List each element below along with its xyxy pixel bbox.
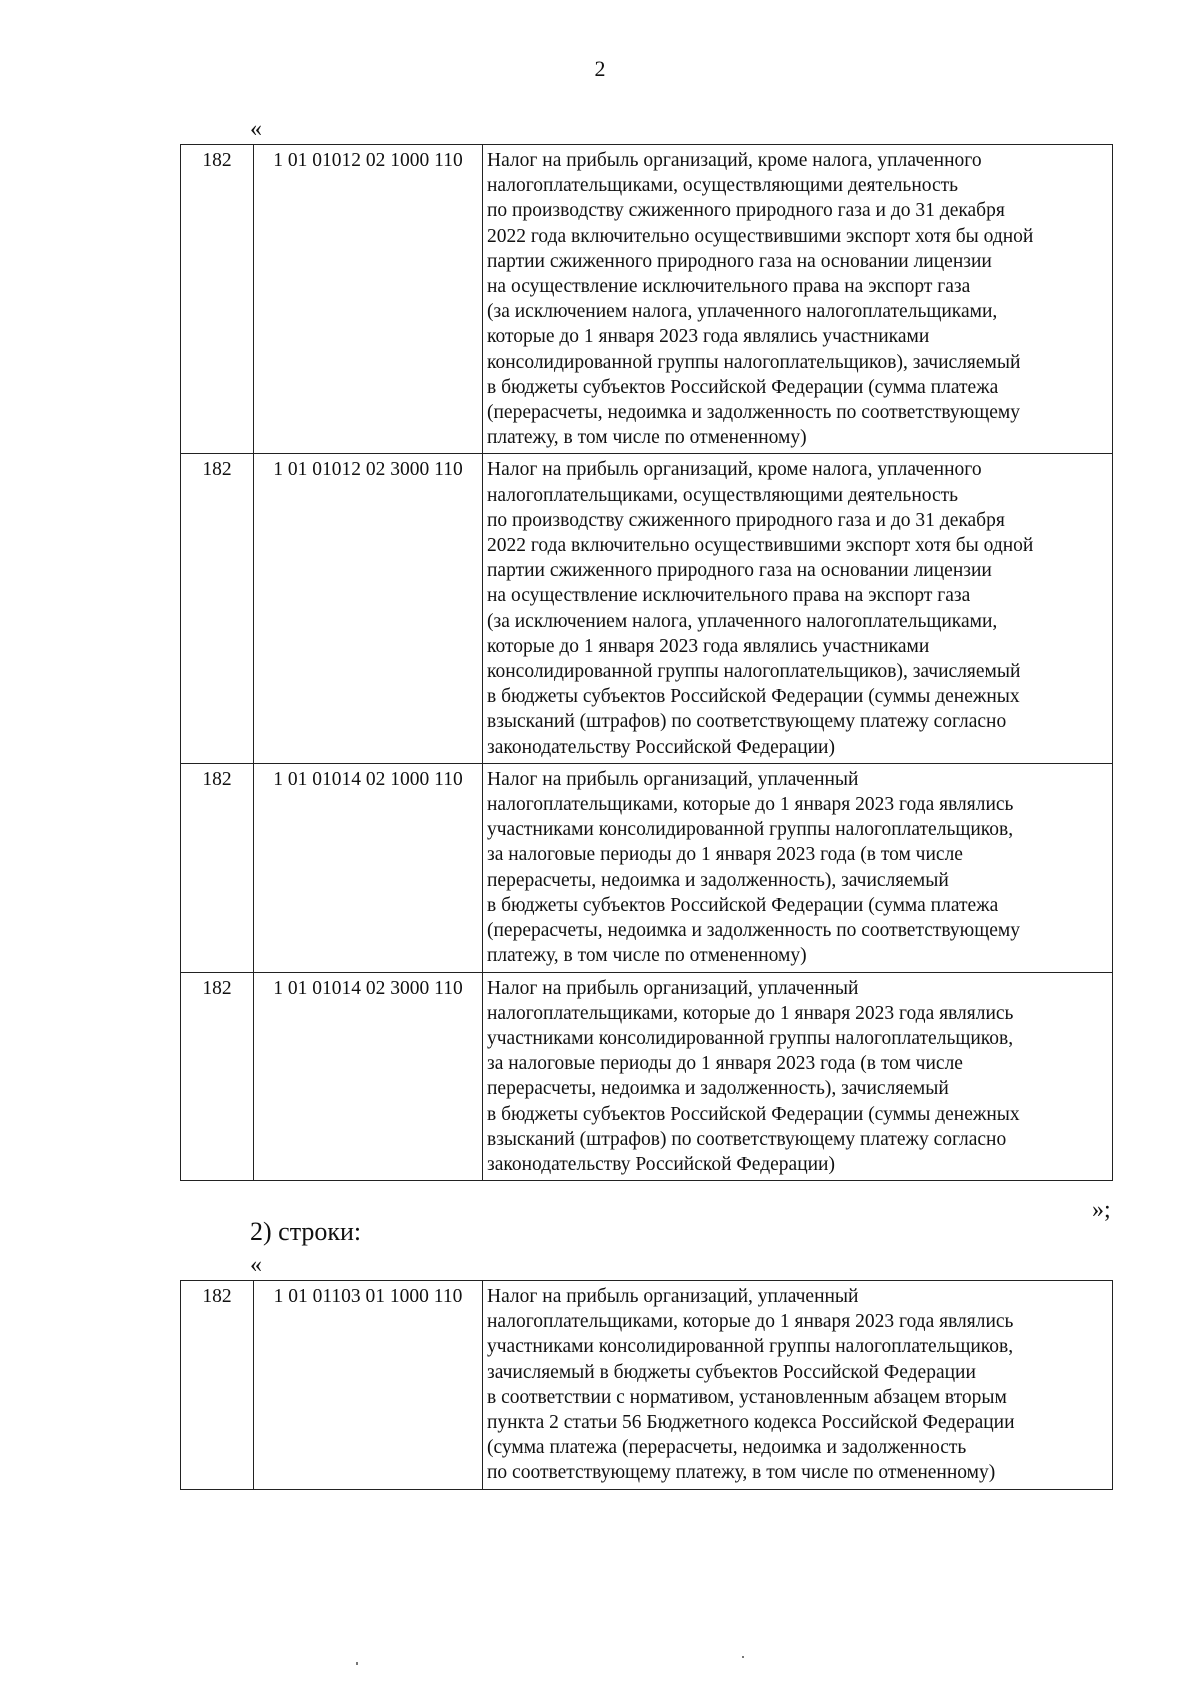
description-line: Налог на прибыль организаций, уплаченный (487, 768, 859, 790)
income-description-cell (483, 763, 1113, 972)
description-line: законодательству Российской Федерации) (487, 1153, 835, 1175)
description-line: налогоплательщиками, которые до 1 января 2023 года являлись (487, 1002, 1014, 1024)
description-line: партии сжиженного природного газа на основании лицензии (487, 250, 992, 272)
budget-classification-code-cell: 1 01 01012 02 3000 110 (254, 454, 483, 763)
description-line: за налоговые периоды до 1 января 2023 года (в том числе (487, 844, 963, 866)
table-row (181, 145, 1113, 454)
description-line: 2022 года включительно осуществившими экспорт хотя бы одной (487, 225, 1034, 247)
admin-code-cell: 182 (181, 763, 254, 972)
description-line: взысканий (штрафов) по соответствующему платежу согласно (487, 711, 1007, 733)
description-line: налогоплательщиками, которые до 1 января 2023 года являлись (487, 794, 1014, 816)
description-line: платежу, в том числе по отмененному) (487, 945, 807, 967)
description-line: которые до 1 января 2023 года являлись участниками (487, 635, 930, 657)
description-line: участниками консолидированной группы налогоплательщиков, (487, 819, 1014, 841)
description-line: (перерасчеты, недоимка и задолженность по соответствующему (487, 920, 1021, 942)
table-row (181, 454, 1113, 763)
description-line: Налог на прибыль организаций, уплаченный (487, 977, 859, 999)
income-description-cell (483, 1281, 1113, 1490)
description-line: консолидированной группы налогоплательщиков), зачисляемый (487, 661, 1021, 683)
closing-quote-1: »; (1092, 1197, 1111, 1223)
income-codes-table-2 (180, 1280, 1113, 1490)
budget-classification-code-cell: 1 01 01103 01 1000 110 (254, 1281, 483, 1490)
description-line: Налог на прибыль организаций, уплаченный (487, 1286, 859, 1307)
description-line: которые до 1 января 2023 года являлись участниками (487, 326, 930, 348)
description-line: (за исключением налога, уплаченного налогоплательщиками, (487, 301, 998, 323)
description-line: пункта 2 статьи 56 Бюджетного кодекса Российской Федерации (487, 1412, 1015, 1434)
table-row (181, 763, 1113, 972)
description-line: Налог на прибыль организаций, кроме налога, уплаченного (487, 150, 982, 171)
description-line: участниками консолидированной группы налогоплательщиков, (487, 1027, 1014, 1049)
table-row (181, 1281, 1113, 1490)
description-line: по производству сжиженного природного газа и до 31 декабря (487, 200, 1005, 222)
description-line: 2022 года включительно осуществившими экспорт хотя бы одной (487, 535, 1034, 557)
description-line: взысканий (штрафов) по соответствующему платежу согласно (487, 1128, 1007, 1150)
description-line: участниками консолидированной группы налогоплательщиков, (487, 1336, 1014, 1358)
description-line: в соответствии с нормативом, установленным абзацем вторым (487, 1386, 1007, 1408)
description-line: по производству сжиженного природного газа и до 31 декабря (487, 509, 1005, 531)
description-line: в бюджеты субъектов Российской Федерации (суммы денежных (487, 686, 1020, 708)
description-line: (перерасчеты, недоимка и задолженность по соответствующему (487, 402, 1021, 424)
scan-speck (356, 1662, 358, 1665)
description-line: в бюджеты субъектов Российской Федерации (сумма платежа (487, 894, 999, 916)
description-line: перерасчеты, недоимка и задолженность), зачисляемый (487, 869, 949, 891)
description-line: (за исключением налога, уплаченного налогоплательщиками, (487, 610, 998, 632)
description-line: на осуществление исключительного права на экспорт газа (487, 276, 971, 298)
description-line: перерасчеты, недоимка и задолженность), зачисляемый (487, 1078, 949, 1100)
description-line: за налоговые периоды до 1 января 2023 года (в том числе (487, 1053, 963, 1075)
income-description-cell (483, 972, 1113, 1181)
budget-classification-code-cell: 1 01 01014 02 1000 110 (254, 763, 483, 972)
description-line: партии сжиженного природного газа на основании лицензии (487, 560, 992, 582)
budget-classification-code-cell: 1 01 01014 02 3000 110 (254, 972, 483, 1181)
description-line: зачисляемый в бюджеты субъектов Российской Федерации (487, 1361, 976, 1383)
description-line: (сумма платежа (перерасчеты, недоимка и задолженность (487, 1437, 967, 1459)
description-line: платежу, в том числе по отмененному) (487, 427, 807, 449)
admin-code-cell: 182 (181, 972, 254, 1181)
income-description-cell (483, 454, 1113, 763)
admin-code-cell: 182 (181, 1281, 254, 1490)
budget-classification-code-cell: 1 01 01012 02 1000 110 (254, 145, 483, 454)
description-line: консолидированной группы налогоплательщиков), зачисляемый (487, 351, 1021, 373)
description-line: в бюджеты субъектов Российской Федерации (сумма платежа (487, 376, 999, 398)
description-line: на осуществление исключительного права на экспорт газа (487, 585, 971, 607)
income-description-cell (483, 145, 1113, 454)
admin-code-cell: 182 (181, 145, 254, 454)
table-row (181, 972, 1113, 1181)
opening-quote-2: « (250, 1252, 262, 1278)
description-line: законодательству Российской Федерации) (487, 736, 835, 758)
scan-speck (742, 1656, 744, 1658)
page-number: 2 (594, 56, 606, 81)
admin-code-cell: 182 (181, 454, 254, 763)
description-line: налогоплательщиками, осуществляющими деятельность (487, 484, 959, 506)
description-line: налогоплательщиками, которые до 1 января 2023 года являлись (487, 1311, 1014, 1333)
description-line: в бюджеты субъектов Российской Федерации (суммы денежных (487, 1103, 1020, 1125)
description-line: по соответствующему платежу, в том числе по отмененному) (487, 1462, 996, 1484)
opening-quote-1: « (250, 116, 262, 142)
description-line: Налог на прибыль организаций, кроме налога, уплаченного (487, 459, 982, 481)
description-line: налогоплательщиками, осуществляющими деятельность (487, 175, 959, 197)
section-label: 2) строки: (250, 1217, 362, 1246)
income-codes-table-1 (180, 144, 1113, 1181)
